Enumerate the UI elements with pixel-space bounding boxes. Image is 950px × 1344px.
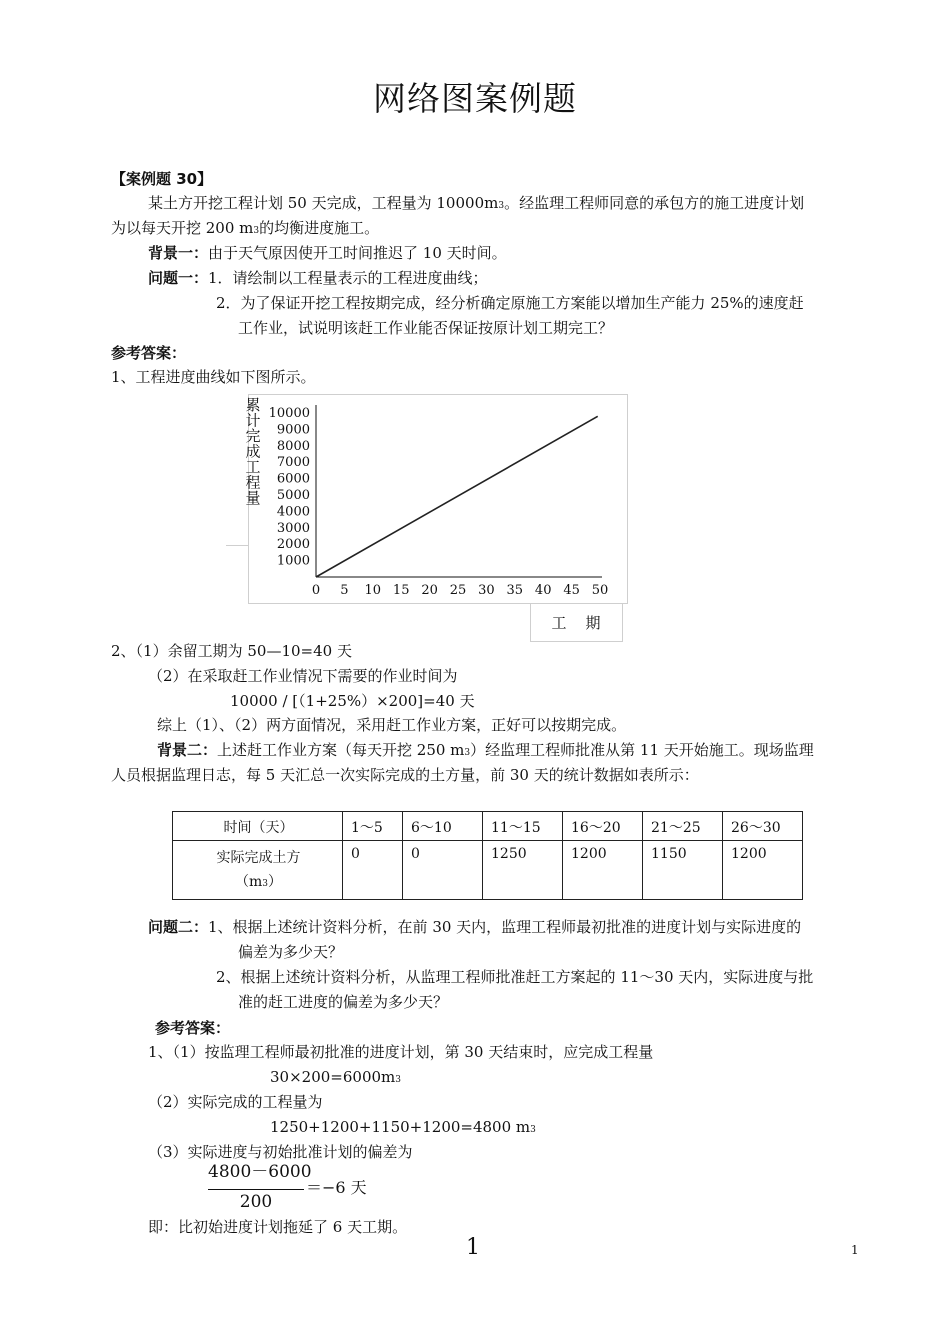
question-2-label: 问题二： (148, 918, 209, 936)
table-header-cell: 16～20 (563, 812, 643, 841)
question-1-item-2-line-1: 2．为了保证开挖工程按期完成，经分析确定原施工方案能以增加生产能力 25%的速度赶 (216, 294, 804, 312)
table-cell: 1200 (723, 841, 803, 900)
table-header-cell: 时间（天） (173, 812, 343, 841)
question-1-item-2-line-2: 工作业，试说明该赶工作业能否保证按原计划工期完工？ (238, 319, 614, 337)
y-tick-label: 7000 (276, 455, 310, 471)
background-1-label: 背景一： (148, 244, 209, 262)
unit-superscript: 3 (395, 1075, 401, 1085)
x-tick-label: 50 (591, 583, 609, 598)
solution-line-2-text: 30×200=6000m (270, 1068, 396, 1086)
y-axis-label-char: 完 (245, 427, 261, 445)
intro-line-1-post: 。经监理工程师同意的承包方的施工进度计划 (504, 194, 805, 212)
answer-2-line-1: 2、（1）余留工期为 50—10=40 天 (111, 642, 352, 660)
table-header-cell: 26～30 (723, 812, 803, 841)
x-tick-label: 0 (311, 583, 321, 598)
question-2-item-1-line-1 (148, 920, 801, 935)
y-tick-label: 1000 (276, 553, 310, 569)
x-tick-label: 35 (506, 583, 524, 598)
case-title: 【案例题 30】 (111, 170, 213, 188)
y-axis-label-char: 工 (245, 458, 261, 476)
x-tick-label: 5 (340, 583, 349, 598)
question-2-item-2-line-1: 2、根据上述统计资料分析，从监理工程师批准赶工方案起的 11～30 天内，实际进度与批 (216, 968, 814, 986)
page-number-right: 1 (851, 1243, 859, 1257)
table-row-label-line-1: 实际完成土方 (216, 850, 301, 866)
background-2-line-1-post: ）经监理工程师批准从第 11 天开始施工。现场监理 (470, 741, 814, 759)
table-cell: 1200 (563, 841, 643, 900)
x-tick-label: 20 (421, 583, 438, 598)
question-2-item-1-line-2: 偏差为多少天？ (238, 943, 344, 961)
unit-superscript: 3 (498, 201, 505, 211)
y-axis-label-char: 量 (245, 489, 261, 507)
y-tick-label: 6000 (276, 471, 310, 487)
background-2-line-1-pre: 上述赶工作业方案（每天开挖 250 m (217, 741, 465, 759)
table-header-cell: 6～10 (403, 812, 483, 841)
table-row-label (173, 841, 343, 900)
fraction-bar (208, 1189, 304, 1190)
x-tick-label: 40 (534, 583, 552, 598)
table-header-row (173, 812, 803, 841)
answer-2-line-4: 综上（1）、（2）两方面情况，采用赶工作业方案，正好可以按期完成。 (157, 716, 627, 734)
answer-1-line: 1、工程进度曲线如下图所示。 (111, 368, 316, 386)
y-tick-label: 2000 (276, 537, 310, 553)
background-2-line-1 (157, 743, 814, 758)
y-axis-label-char: 程 (245, 473, 261, 492)
unit-superscript: 3 (530, 1125, 536, 1135)
unit-superscript: 3 (253, 226, 260, 236)
x-tick-label: 45 (563, 583, 580, 598)
solution-line-5: （3）实际进度与初始批准计划的偏差为 (148, 1143, 413, 1161)
table-header-cell: 21～25 (643, 812, 723, 841)
question-1-label: 问题一： (148, 269, 209, 287)
unit-superscript: 3 (262, 879, 268, 889)
answer-2-line-3: 10000 / [（1+25%）×200]=40 天 (230, 692, 475, 710)
solution-line-3: （2）实际完成的工程量为 (148, 1093, 323, 1111)
table-row-label-close: ） (268, 874, 282, 890)
unit-superscript: 3 (464, 748, 471, 758)
progress-line (316, 416, 598, 577)
solution-conclusion: 即：比初始进度计划拖延了 6 天工期。 (148, 1218, 408, 1236)
question-2-item-1-text: 1、根据上述统计资料分析，在前 30 天内，监理工程师最初批准的进度计划与实际进度的 (208, 918, 802, 936)
table-cell: 0 (403, 841, 483, 900)
x-tick-label: 30 (478, 583, 495, 598)
table-row-label-unit: （m (234, 874, 263, 890)
table-cell: 1150 (643, 841, 723, 900)
background-2-line-2: 人员根据监理日志，每 5 天汇总一次实际完成的土方量，前 30 天的统计数据如表所示： (111, 766, 699, 784)
table-row-label-line-2 (235, 874, 282, 890)
y-tick-label: 8000 (276, 438, 310, 454)
background-2-label: 背景二： (157, 741, 218, 759)
statistics-table (172, 811, 803, 900)
y-tick-label: 10000 (268, 406, 310, 421)
table-cell: 1250 (483, 841, 563, 900)
answer-2-line-2: （2）在采取赶工作业情况下需要的作业时间为 (148, 667, 458, 685)
x-tick-label: 25 (449, 583, 467, 598)
fraction-denominator: 200 (239, 1192, 273, 1212)
page-number-center: 1 (466, 1235, 480, 1260)
answer-2-label: 参考答案： (155, 1019, 231, 1037)
solution-line-4 (270, 1120, 536, 1135)
intro-line-2-post: 的均衡进度施工。 (259, 219, 380, 237)
y-axis-label-char: 成 (245, 442, 261, 461)
intro-line-2-pre: 为以每天开挖 200 m (111, 219, 254, 237)
solution-line-2 (270, 1070, 401, 1085)
table-cell: 0 (343, 841, 403, 900)
solution-line-1: 1、（1）按监理工程师最初批准的进度计划，第 30 天结束时，应完成工程量 (148, 1043, 654, 1061)
table-header-cell: 1～5 (343, 812, 403, 841)
table-row (173, 841, 803, 900)
x-tick-label: 10 (364, 583, 382, 598)
answer-label: 参考答案： (111, 344, 187, 362)
question-1-item-1-text: 1．请绘制以工程量表示的工程进度曲线； (208, 269, 488, 287)
y-axis-label-char: 累 (245, 396, 261, 414)
x-tick-label: 15 (392, 583, 410, 598)
y-tick-label: 9000 (276, 422, 310, 438)
intro-line-1-pre: 某土方开挖工程计划 50 天完成，工程量为 10000m (148, 194, 499, 212)
y-tick-label: 4000 (276, 504, 310, 520)
y-tick-label: 3000 (276, 520, 310, 536)
solution-line-4-text: 1250+1200+1150+1200=4800 m (270, 1118, 531, 1136)
fraction-numerator: 4800－6000 (208, 1162, 312, 1182)
background-1-text: 由于天气原因使开工时间推迟了 10 天时间。 (208, 244, 507, 262)
x-axis-label: 工 期 (551, 614, 601, 632)
y-tick-label: 5000 (276, 488, 310, 503)
page-title: 网络图案例题 (373, 79, 577, 118)
fraction-result: ＝−6 天 (306, 1178, 367, 1197)
question-2-item-2-line-2: 准的赶工进度的偏差为多少天？ (238, 993, 449, 1011)
y-axis-label-char: 计 (245, 411, 261, 430)
table-header-cell: 11～15 (483, 812, 563, 841)
